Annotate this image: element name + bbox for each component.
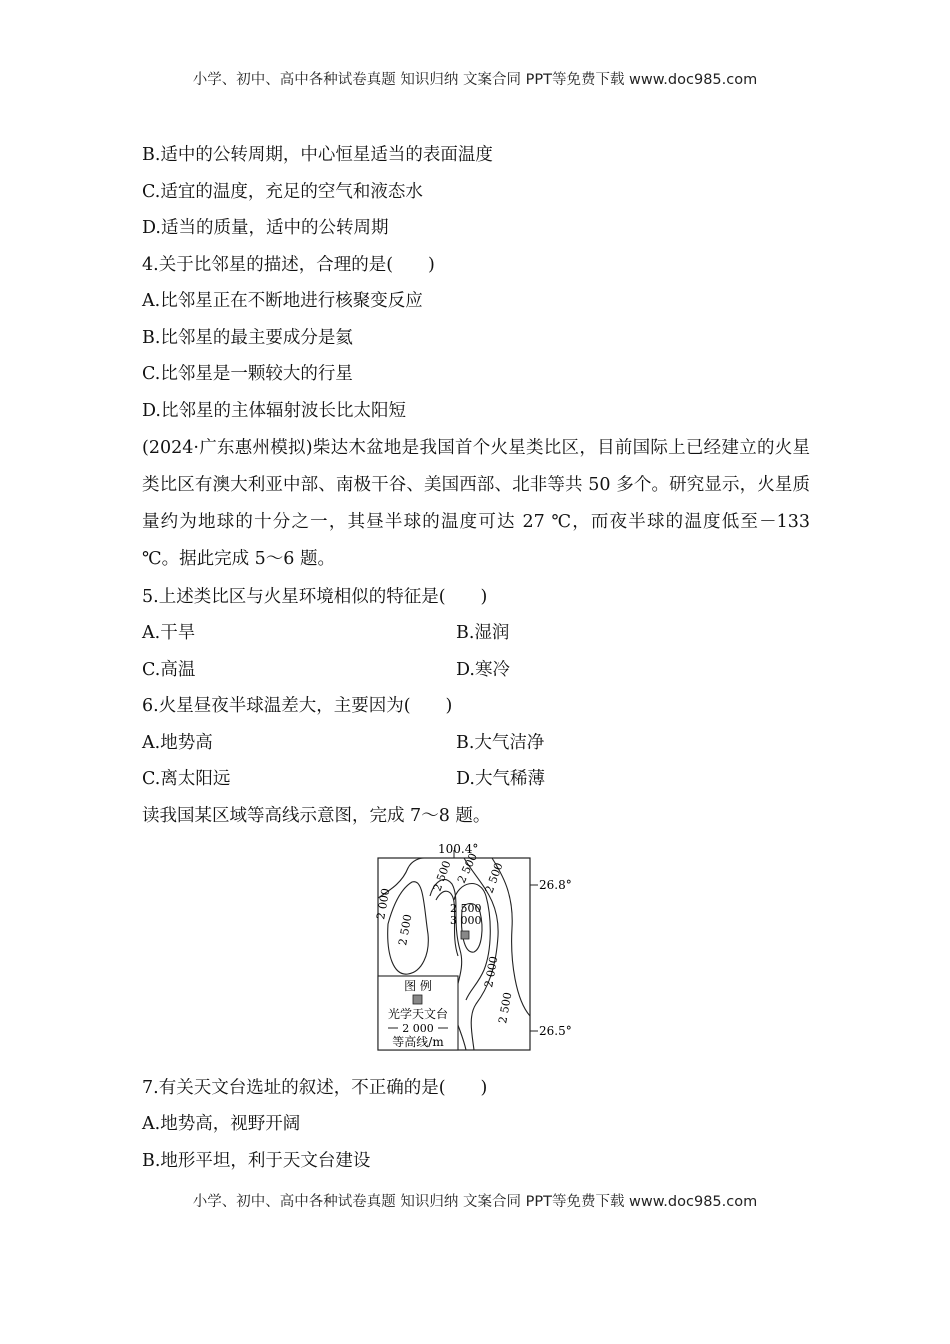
lat-bottom-label: 26.5° xyxy=(539,1024,572,1038)
q6-option-b: B.大气洁净 xyxy=(456,733,545,753)
q5-option-b: B.湿润 xyxy=(456,623,510,643)
q7-stem: 7.有关天文台选址的叙述，不正确的是( ) xyxy=(142,1078,488,1098)
q6-option-d: D.大气稀薄 xyxy=(456,769,545,789)
contour-label: 2 000 xyxy=(482,955,501,989)
intro-7-8: 读我国某区域等高线示意图，完成 7～8 题。 xyxy=(142,806,491,826)
q4-option-a: A.比邻星正在不断地进行核聚变反应 xyxy=(142,291,423,311)
page-footer: 小学、初中、高中各种试卷真题 知识归纳 文案合同 PPT等免费下载 www.doc985.com xyxy=(192,1194,758,1210)
contour-label: 2 500 xyxy=(450,902,482,915)
map-legend xyxy=(378,976,458,1050)
legend-observatory-icon xyxy=(413,995,422,1004)
q6-option-a: A.地势高 xyxy=(142,733,213,753)
q4-option-d: D.比邻星的主体辐射波长比太阳短 xyxy=(142,401,406,421)
q5-option-d: D.寒冷 xyxy=(456,660,510,680)
q7-option-b: B.地形平坦，利于天文台建设 xyxy=(142,1151,371,1171)
q5-option-c: C.高温 xyxy=(142,660,196,680)
q7-option-a: A.地势高，视野开阔 xyxy=(142,1114,301,1134)
lon-label: 100.4° xyxy=(438,842,479,856)
q3-option-c: C.适宜的温度，充足的空气和液态水 xyxy=(142,182,423,202)
contour-label: 2 500 xyxy=(482,860,506,896)
passage-mars: (2024·广东惠州模拟)柴达木盆地是我国首个火星类比区，目前国际上已经建立的火星类比区有澳大利亚中部、南极干谷、美国西部、北非等共 50 多个。研究显示，火星质量约为地球的十分之一，其昼半球的温度可达 27 ℃，而夜半球的温度低至－133 ℃。据此完成 5～6 题。 xyxy=(142,438,810,569)
contour-map xyxy=(368,838,588,1056)
contour-label: 2 500 xyxy=(430,858,454,894)
q4-option-b: B.比邻星的最主要成分是氦 xyxy=(142,328,353,348)
observatory-marker xyxy=(461,931,469,939)
q3-option-b: B.适中的公转周期，中心恒星适当的表面温度 xyxy=(142,145,493,165)
q6-option-c: C.离太阳远 xyxy=(142,769,231,789)
contour-label: 3 000 xyxy=(450,914,482,927)
legend-contour-label: 等高线/m xyxy=(392,1035,444,1049)
legend-contour-value: 2 000 xyxy=(402,1022,434,1035)
contour-label: 2 000 xyxy=(374,887,393,921)
page-header: 小学、初中、高中各种试卷真题 知识归纳 文案合同 PPT等免费下载 www.doc985.com xyxy=(192,72,758,88)
q5-option-a: A.干旱 xyxy=(142,623,196,643)
contour-label: 2 500 xyxy=(396,913,415,947)
q6-stem: 6.火星昼夜半球温差大，主要因为( ) xyxy=(142,696,453,716)
legend-observatory-label: 光学天文台 xyxy=(387,1007,449,1021)
lat-top-label: 26.8° xyxy=(539,878,572,892)
q4-stem: 4.关于比邻星的描述，合理的是( ) xyxy=(142,255,435,275)
q4-option-c: C.比邻星是一颗较大的行星 xyxy=(142,364,353,384)
contour-label: 2 500 xyxy=(454,851,481,886)
legend-title: 图 例 xyxy=(404,979,432,993)
q3-option-d: D.适当的质量，适中的公转周期 xyxy=(142,218,389,238)
q5-stem: 5.上述类比区与火星环境相似的特征是( ) xyxy=(142,587,488,607)
contour-label: 2 500 xyxy=(496,991,515,1025)
